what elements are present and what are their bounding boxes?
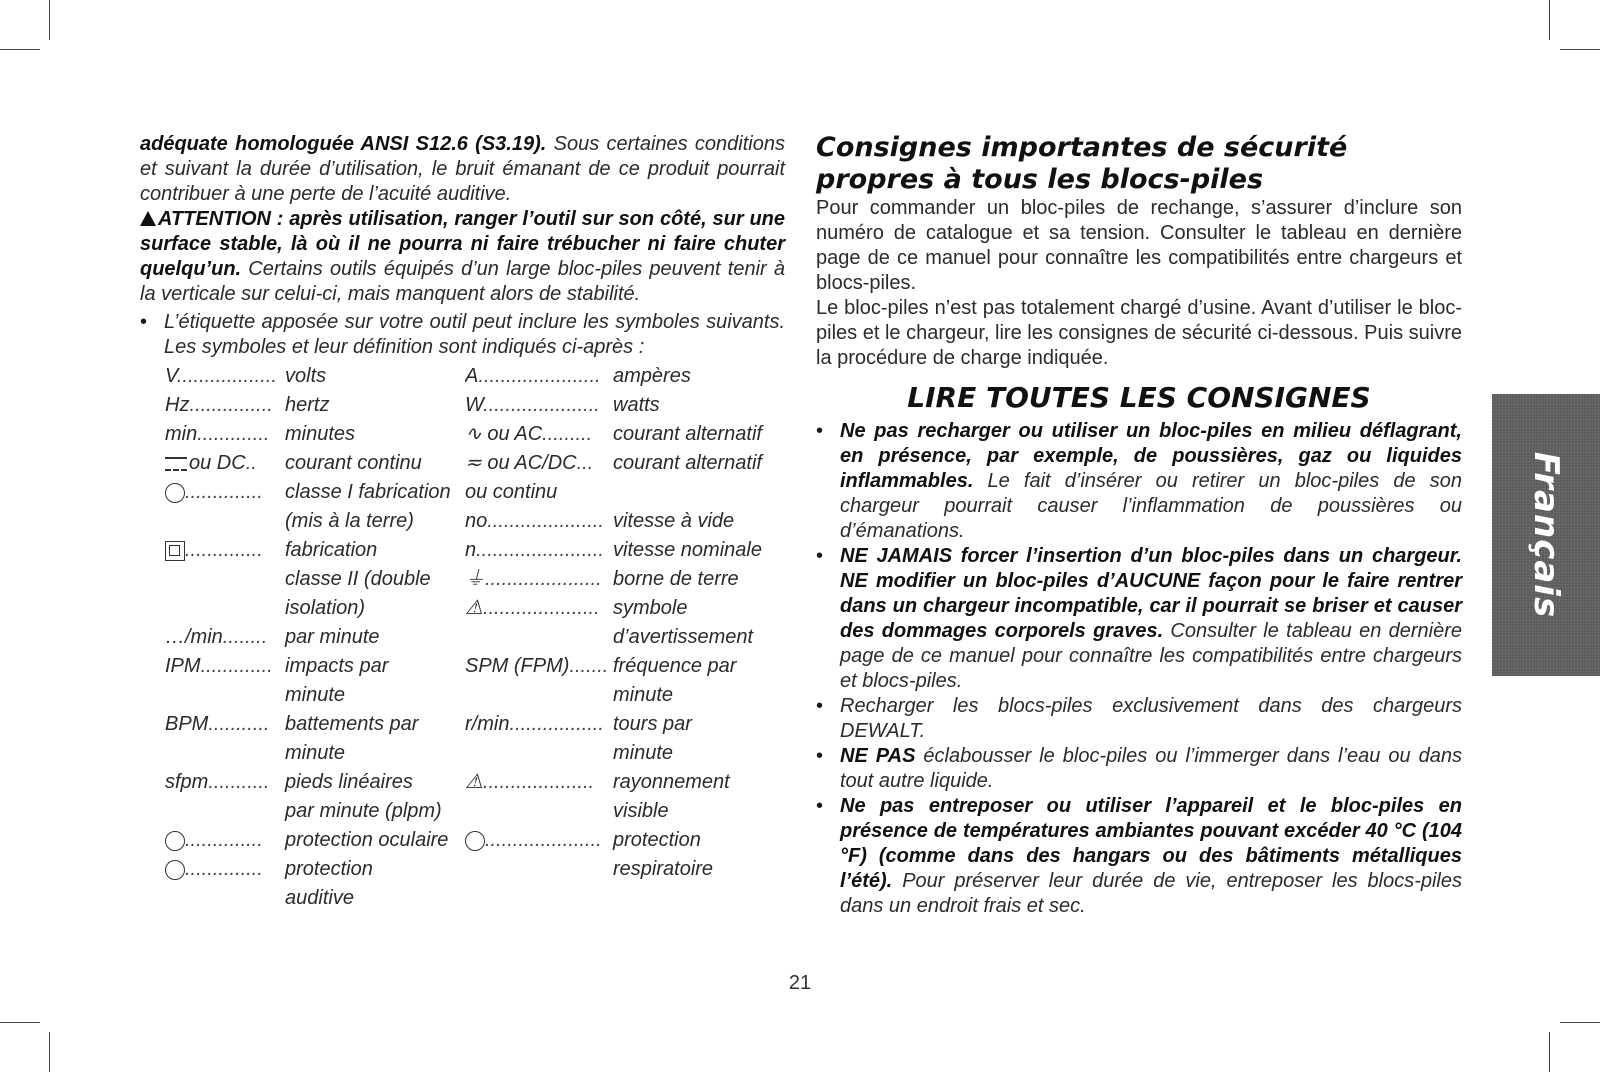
symbol-row	[140, 826, 780, 855]
symbol-row	[140, 739, 780, 768]
language-tab-label: Français	[1526, 451, 1566, 619]
symbol-left	[165, 623, 283, 652]
symbol-left-text: sfpm	[165, 771, 209, 793]
symbol-right-definition: vitesse à vide	[613, 510, 735, 532]
symbol-row	[140, 710, 780, 739]
symbol-right-definition: d’avertissement	[613, 626, 754, 648]
symbol-row	[140, 565, 780, 594]
leader-dots: .................	[509, 713, 604, 735]
item-text: éclabousser le bloc-piles ou l’immerger dans l’eau ou dans tout autre liquide.	[840, 745, 1463, 792]
symbol-row	[140, 594, 780, 623]
read-all-heading: LIRE TOUTES LES CONSIGNES	[907, 381, 1371, 414]
symbol-right-definition: fréquence par	[613, 655, 737, 677]
leader-dots: ..............	[185, 539, 263, 561]
leader-dots: .....................	[485, 829, 602, 851]
symbol-right	[465, 710, 611, 739]
symbol-right	[465, 391, 611, 420]
symbol-left-definition: volts	[285, 365, 327, 387]
symbol-left-definition: isolation)	[285, 597, 366, 619]
symbol-right-definition: rayonnement	[613, 771, 730, 793]
symbol-row	[140, 681, 780, 710]
symbol-right	[465, 565, 611, 594]
attention-bold: ATTENTION : après utilisation, ranger l’outil sur son côté, sur une surface stable, là où il ne pourra ni faire trébucher ni faire chuter quelqu’un.	[140, 208, 785, 280]
hearing-bold: adéquate homologuée ANSI S12.6 (S3.19).	[140, 133, 547, 155]
battery-safety-list	[816, 419, 1462, 919]
symbol-right	[465, 507, 611, 536]
section-heading-line2: propres à tous les blocs-piles	[816, 164, 1264, 195]
symbol-left-definition: par minute	[285, 626, 380, 648]
bullet-dot: •	[816, 695, 824, 717]
symbol-left-definition: pieds linéaires	[285, 771, 413, 793]
crop-mark	[1549, 0, 1550, 40]
leader-dots: ..................	[176, 365, 277, 387]
list-item	[816, 794, 1462, 919]
leader-dots: .....................	[485, 568, 602, 590]
symbol-left-text: BPM	[165, 713, 209, 735]
symbol-left	[165, 478, 283, 507]
symbol-right-text: ⏚	[465, 568, 485, 590]
leader-dots: .......................	[476, 539, 604, 561]
symbol-left-definition: classe II (double	[285, 568, 431, 590]
page-number: 21	[788, 972, 812, 994]
symbol-right-text: W	[465, 394, 484, 416]
crop-mark	[49, 0, 50, 40]
leader-dots: ....................	[482, 771, 595, 793]
symbol-left	[165, 362, 283, 391]
symbol-left-definition: minute	[285, 684, 346, 706]
symbol-left	[165, 536, 283, 565]
left-column	[140, 132, 785, 907]
symbol-row	[140, 391, 780, 420]
symbol-right-text: SPM (FPM)	[465, 655, 570, 677]
eye-protection-icon	[165, 831, 185, 851]
symbol-row	[140, 768, 780, 797]
symbol-row	[140, 478, 780, 507]
intro-paragraph-2: Le bloc-piles n’est pas totalement chargé d’usine. Avant d’utiliser le bloc-piles et le chargeur, lire les consignes de sécurité ci-dessous. Puis suivre la procédure de charge indiquée.	[816, 297, 1462, 369]
symbol-right-definition: watts	[613, 394, 660, 416]
class-one-icon	[165, 483, 185, 503]
symbol-left	[165, 855, 283, 884]
symbol-right-text: ou continu	[465, 481, 558, 503]
item-text: Le fait d’insérer ou retirer un bloc-piles de son chargeur pourrait causer l’inflammation de poussières ou d’émanations.	[840, 470, 1462, 542]
symbol-left-definition: impacts par	[285, 655, 389, 677]
symbol-right	[465, 420, 611, 449]
symbol-right	[465, 536, 611, 565]
symbol-right-definition: courant alternatif	[613, 423, 762, 445]
symbol-right-text: n	[465, 539, 477, 561]
symbol-left-definition: auditive	[285, 887, 354, 909]
symbols-table	[140, 362, 785, 907]
crop-mark	[1549, 1032, 1550, 1072]
crop-mark	[1560, 1022, 1600, 1023]
respiratory-protection-icon	[465, 831, 485, 851]
symbol-left	[165, 710, 283, 739]
symbol-right-definition: vitesse nominale	[613, 539, 762, 561]
ear-protection-icon	[165, 860, 185, 880]
symbol-row	[140, 362, 780, 391]
leader-dots: .....................	[482, 597, 600, 619]
dc-current-icon	[165, 457, 187, 471]
symbol-right	[465, 652, 611, 681]
symbol-left-definition: courant continu	[285, 452, 422, 474]
item-text: Recharger les blocs-piles exclusivement dans des chargeurs DEWALT.	[840, 695, 1462, 742]
symbol-row	[140, 855, 780, 884]
symbol-left-definition: classe I fabrication	[285, 481, 451, 503]
list-item	[816, 744, 1462, 794]
item-bold: Ne pas entreposer ou utiliser l’appareil et le bloc-piles en présence de températures ambiantes pouvant excéder 40 °C (104 °F) (comme dans des hangars ou des bâtiments métalliques l’été).	[840, 795, 1462, 892]
symbol-right-definition: minute	[613, 742, 674, 764]
bullet-dot: •	[140, 311, 148, 333]
leader-dots: .............	[197, 423, 270, 445]
symbol-row	[140, 884, 780, 913]
symbol-right-text: no	[465, 510, 488, 532]
symbol-left-text: IPM	[165, 655, 201, 677]
bullet-dot: •	[816, 745, 824, 767]
symbol-right-text: ∿ ou AC	[465, 423, 543, 445]
symbol-right	[465, 478, 611, 507]
symbol-left	[165, 826, 283, 855]
leader-dots: ..............	[185, 481, 263, 503]
language-tab	[1492, 394, 1600, 676]
symbol-right-definition: protection	[613, 829, 701, 851]
intro-paragraph-1: Pour commander un bloc-piles de rechange, s’assurer d’inclure son numéro de catalogue et sa tension. Consulter le tableau en dernière page de ce manuel pour connaître les compatibilités entre chargeurs et blocs-piles.	[816, 197, 1462, 294]
crop-mark	[0, 1022, 40, 1023]
item-bold: NE PAS	[840, 745, 916, 767]
symbol-left-definition: battements par	[285, 713, 419, 735]
leader-dots: ..............	[185, 829, 263, 851]
symbol-right	[465, 362, 611, 391]
hearing-paragraph	[140, 132, 785, 207]
bullet-dot: •	[816, 420, 824, 442]
class-two-icon	[165, 541, 185, 561]
symbol-left-text: Hz	[165, 394, 190, 416]
crop-mark	[1560, 49, 1600, 50]
item-bold: Ne pas recharger ou utiliser un bloc-piles en milieu déflagrant, en présence, par exemple, de poussières, gaz ou liquides inflammables.	[840, 420, 1462, 492]
leader-dots: .....................	[487, 510, 604, 532]
symbol-right-definition: symbole	[613, 597, 688, 619]
leader-dots: .........	[542, 423, 593, 445]
symbol-right	[465, 826, 611, 855]
list-item	[816, 694, 1462, 744]
symbol-right-text: ≂ ou AC/DC	[465, 452, 577, 474]
leader-dots: ...........	[208, 771, 270, 793]
crop-mark	[49, 1032, 50, 1072]
symbol-right-definition: ampères	[613, 365, 691, 387]
crop-mark	[0, 49, 40, 50]
symbol-row	[140, 536, 780, 565]
symbol-row	[140, 797, 780, 826]
leader-dots: .......	[569, 655, 609, 677]
bullet-dot: •	[816, 795, 824, 817]
symbol-left-definition: (mis à la terre)	[285, 510, 414, 532]
symbol-left-text: V	[165, 365, 177, 387]
symbol-left-text: min	[165, 423, 198, 445]
symbol-left	[165, 449, 283, 478]
leader-dots: ..	[245, 452, 257, 474]
leader-dots: ........	[222, 626, 268, 648]
symbol-row	[140, 623, 780, 652]
right-column	[816, 132, 1462, 919]
symbol-row	[140, 449, 780, 478]
symbol-right-definition: tours par	[613, 713, 692, 735]
symbol-left-definition: protection	[285, 858, 373, 880]
item-bold: NE JAMAIS forcer l’insertion d’un bloc-piles dans un chargeur. NE modifier un bloc-piles d’AUCUNE façon pour le faire rentrer dans un chargeur incompatible, car il pourrait se briser et causer des dommages corporels graves.	[840, 545, 1462, 642]
symbol-right-text: ⚠	[465, 771, 483, 793]
symbol-left-definition: protection oculaire	[285, 829, 449, 851]
symbols-bullet	[140, 310, 785, 360]
symbol-left-definition: minute	[285, 742, 346, 764]
symbol-right-definition: respiratoire	[613, 858, 714, 880]
symbol-right	[465, 768, 611, 797]
leader-dots: ...............	[189, 394, 273, 416]
leader-dots: ..............	[185, 858, 263, 880]
list-item	[816, 544, 1462, 694]
leader-dots: .............	[200, 655, 273, 677]
symbol-right-text: A	[465, 365, 479, 387]
item-text: Consulter le tableau en dernière page de ce manuel pour connaître les compatibilités entre chargeurs et blocs-piles.	[840, 620, 1462, 692]
symbol-left-text: …/min	[165, 626, 223, 648]
symbol-row	[140, 420, 780, 449]
symbol-right	[465, 449, 611, 478]
section-heading-line1: Consignes importantes de sécurité	[816, 132, 1348, 163]
symbol-row	[140, 652, 780, 681]
leader-dots: .....................	[483, 394, 600, 416]
hearing-text: Sous certaines conditions et suivant la durée d’utilisation, le bruit émanant de ce produit pourrait contribuer à une perte de l’acuité auditive.	[140, 133, 785, 205]
warning-icon	[140, 211, 156, 226]
item-text: Pour préserver leur durée de vie, entreposer les blocs-piles dans un endroit frais et sec.	[840, 870, 1462, 917]
symbol-right-definition: visible	[613, 800, 669, 822]
leader-dots: ......................	[478, 365, 601, 387]
symbols-intro: L’étiquette apposée sur votre outil peut inclure les symboles suivants. Les symboles et leur définition sont indiqués ci-après :	[164, 311, 785, 358]
leader-dots: ...	[576, 452, 594, 474]
symbol-left-definition: par minute (plpm)	[285, 800, 442, 822]
symbol-right-definition: courant alternatif	[613, 452, 762, 474]
symbol-left-definition: hertz	[285, 394, 330, 416]
symbol-right-text: ⚠	[465, 597, 483, 619]
bullet-dot: •	[816, 545, 824, 567]
leader-dots: ...........	[208, 713, 270, 735]
symbol-right	[465, 594, 611, 623]
symbol-left	[165, 420, 283, 449]
symbol-right-text: r/min	[465, 713, 510, 735]
symbol-right-definition: borne de terre	[613, 568, 739, 590]
symbol-left-text: ou DC	[189, 452, 246, 474]
symbol-left-definition: minutes	[285, 423, 356, 445]
symbol-right-definition: minute	[613, 684, 674, 706]
symbol-left-definition: fabrication	[285, 539, 378, 561]
symbol-left	[165, 391, 283, 420]
symbol-left	[165, 652, 283, 681]
symbol-left	[165, 768, 283, 797]
symbol-row	[140, 507, 780, 536]
attention-text: Certains outils équipés d’un large bloc-piles peuvent tenir à la verticale sur celui-ci, mais manquent alors de stabilité.	[140, 258, 785, 305]
list-item	[816, 419, 1462, 544]
attention-paragraph	[140, 207, 785, 307]
